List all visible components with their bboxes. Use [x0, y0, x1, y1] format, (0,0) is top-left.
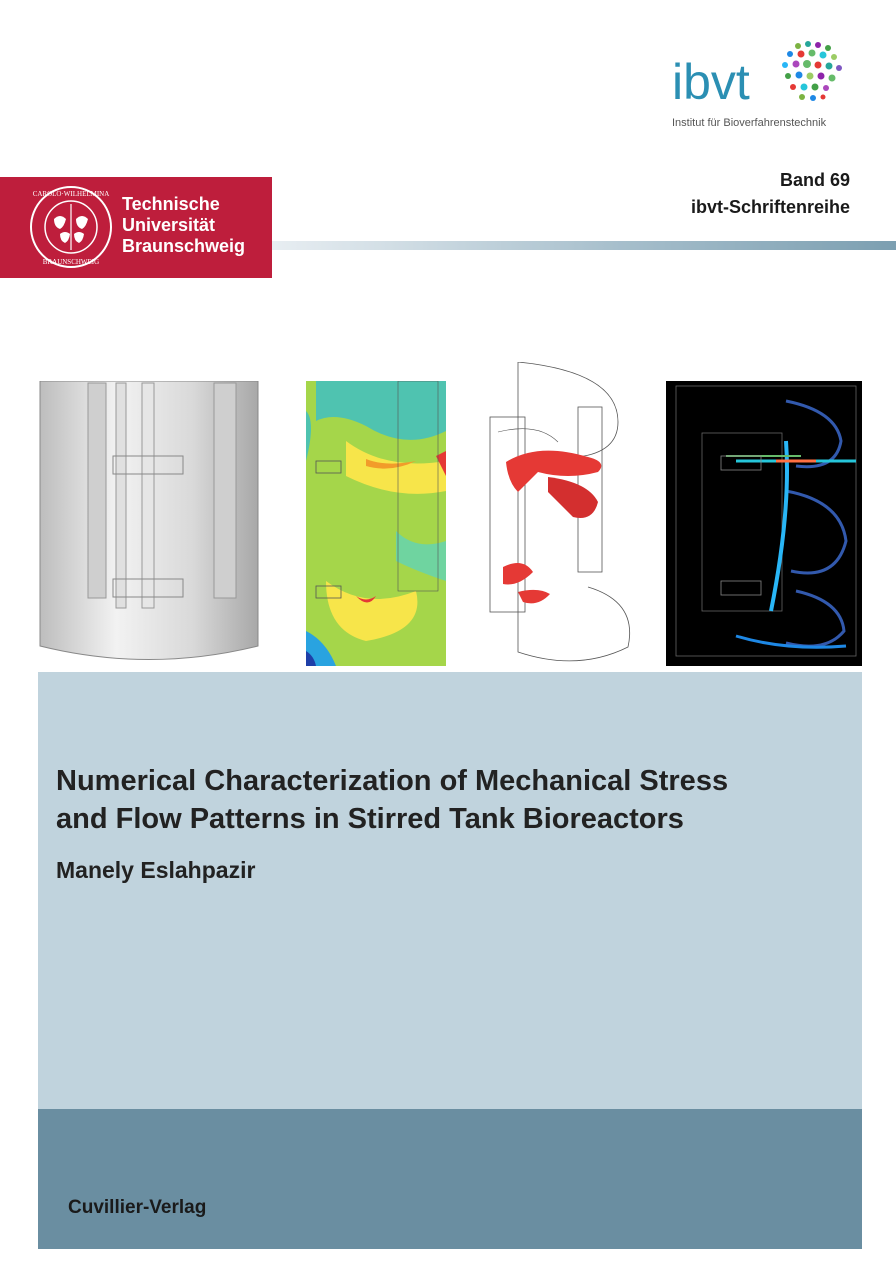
book-title-line: and Flow Patterns in Stirred Tank Bioreactors	[56, 803, 684, 835]
ibvt-dots-logo-icon	[776, 40, 846, 105]
wireframe-stress-zones-image	[478, 362, 638, 667]
ibvt-institute-name: Institut für Bioverfahrenstechnik	[672, 117, 827, 129]
university-name	[122, 194, 245, 257]
title-panel	[38, 672, 862, 1109]
series-name: ibvt-Schriftenreihe	[690, 197, 850, 217]
svg-text:CAROLO·WILHELMINA: CAROLO·WILHELMINA	[32, 190, 110, 198]
book-title-line: Numerical Characterization of Mechanical Stress	[56, 765, 729, 797]
book-author: Manely Eslahpazir	[56, 857, 256, 883]
stress-contour-image	[306, 381, 446, 666]
university-name-line: Braunschweig	[122, 236, 246, 256]
book-title	[56, 762, 846, 838]
series-volume: Band 69	[779, 170, 850, 190]
university-name-line: Technische	[122, 194, 220, 214]
publisher-panel	[38, 1109, 862, 1249]
header-gradient-rule	[272, 241, 896, 250]
university-seal-icon	[28, 184, 114, 270]
svg-text:BRAUNSCHWEIG: BRAUNSCHWEIG	[42, 258, 100, 266]
ibvt-logo-wordmark: ibvt	[672, 54, 750, 110]
flow-vectors-image	[666, 381, 862, 666]
university-name-line: Universität	[122, 215, 216, 235]
publisher-name: Cuvillier-Verlag	[68, 1197, 207, 1218]
tank-render-image	[38, 381, 260, 666]
